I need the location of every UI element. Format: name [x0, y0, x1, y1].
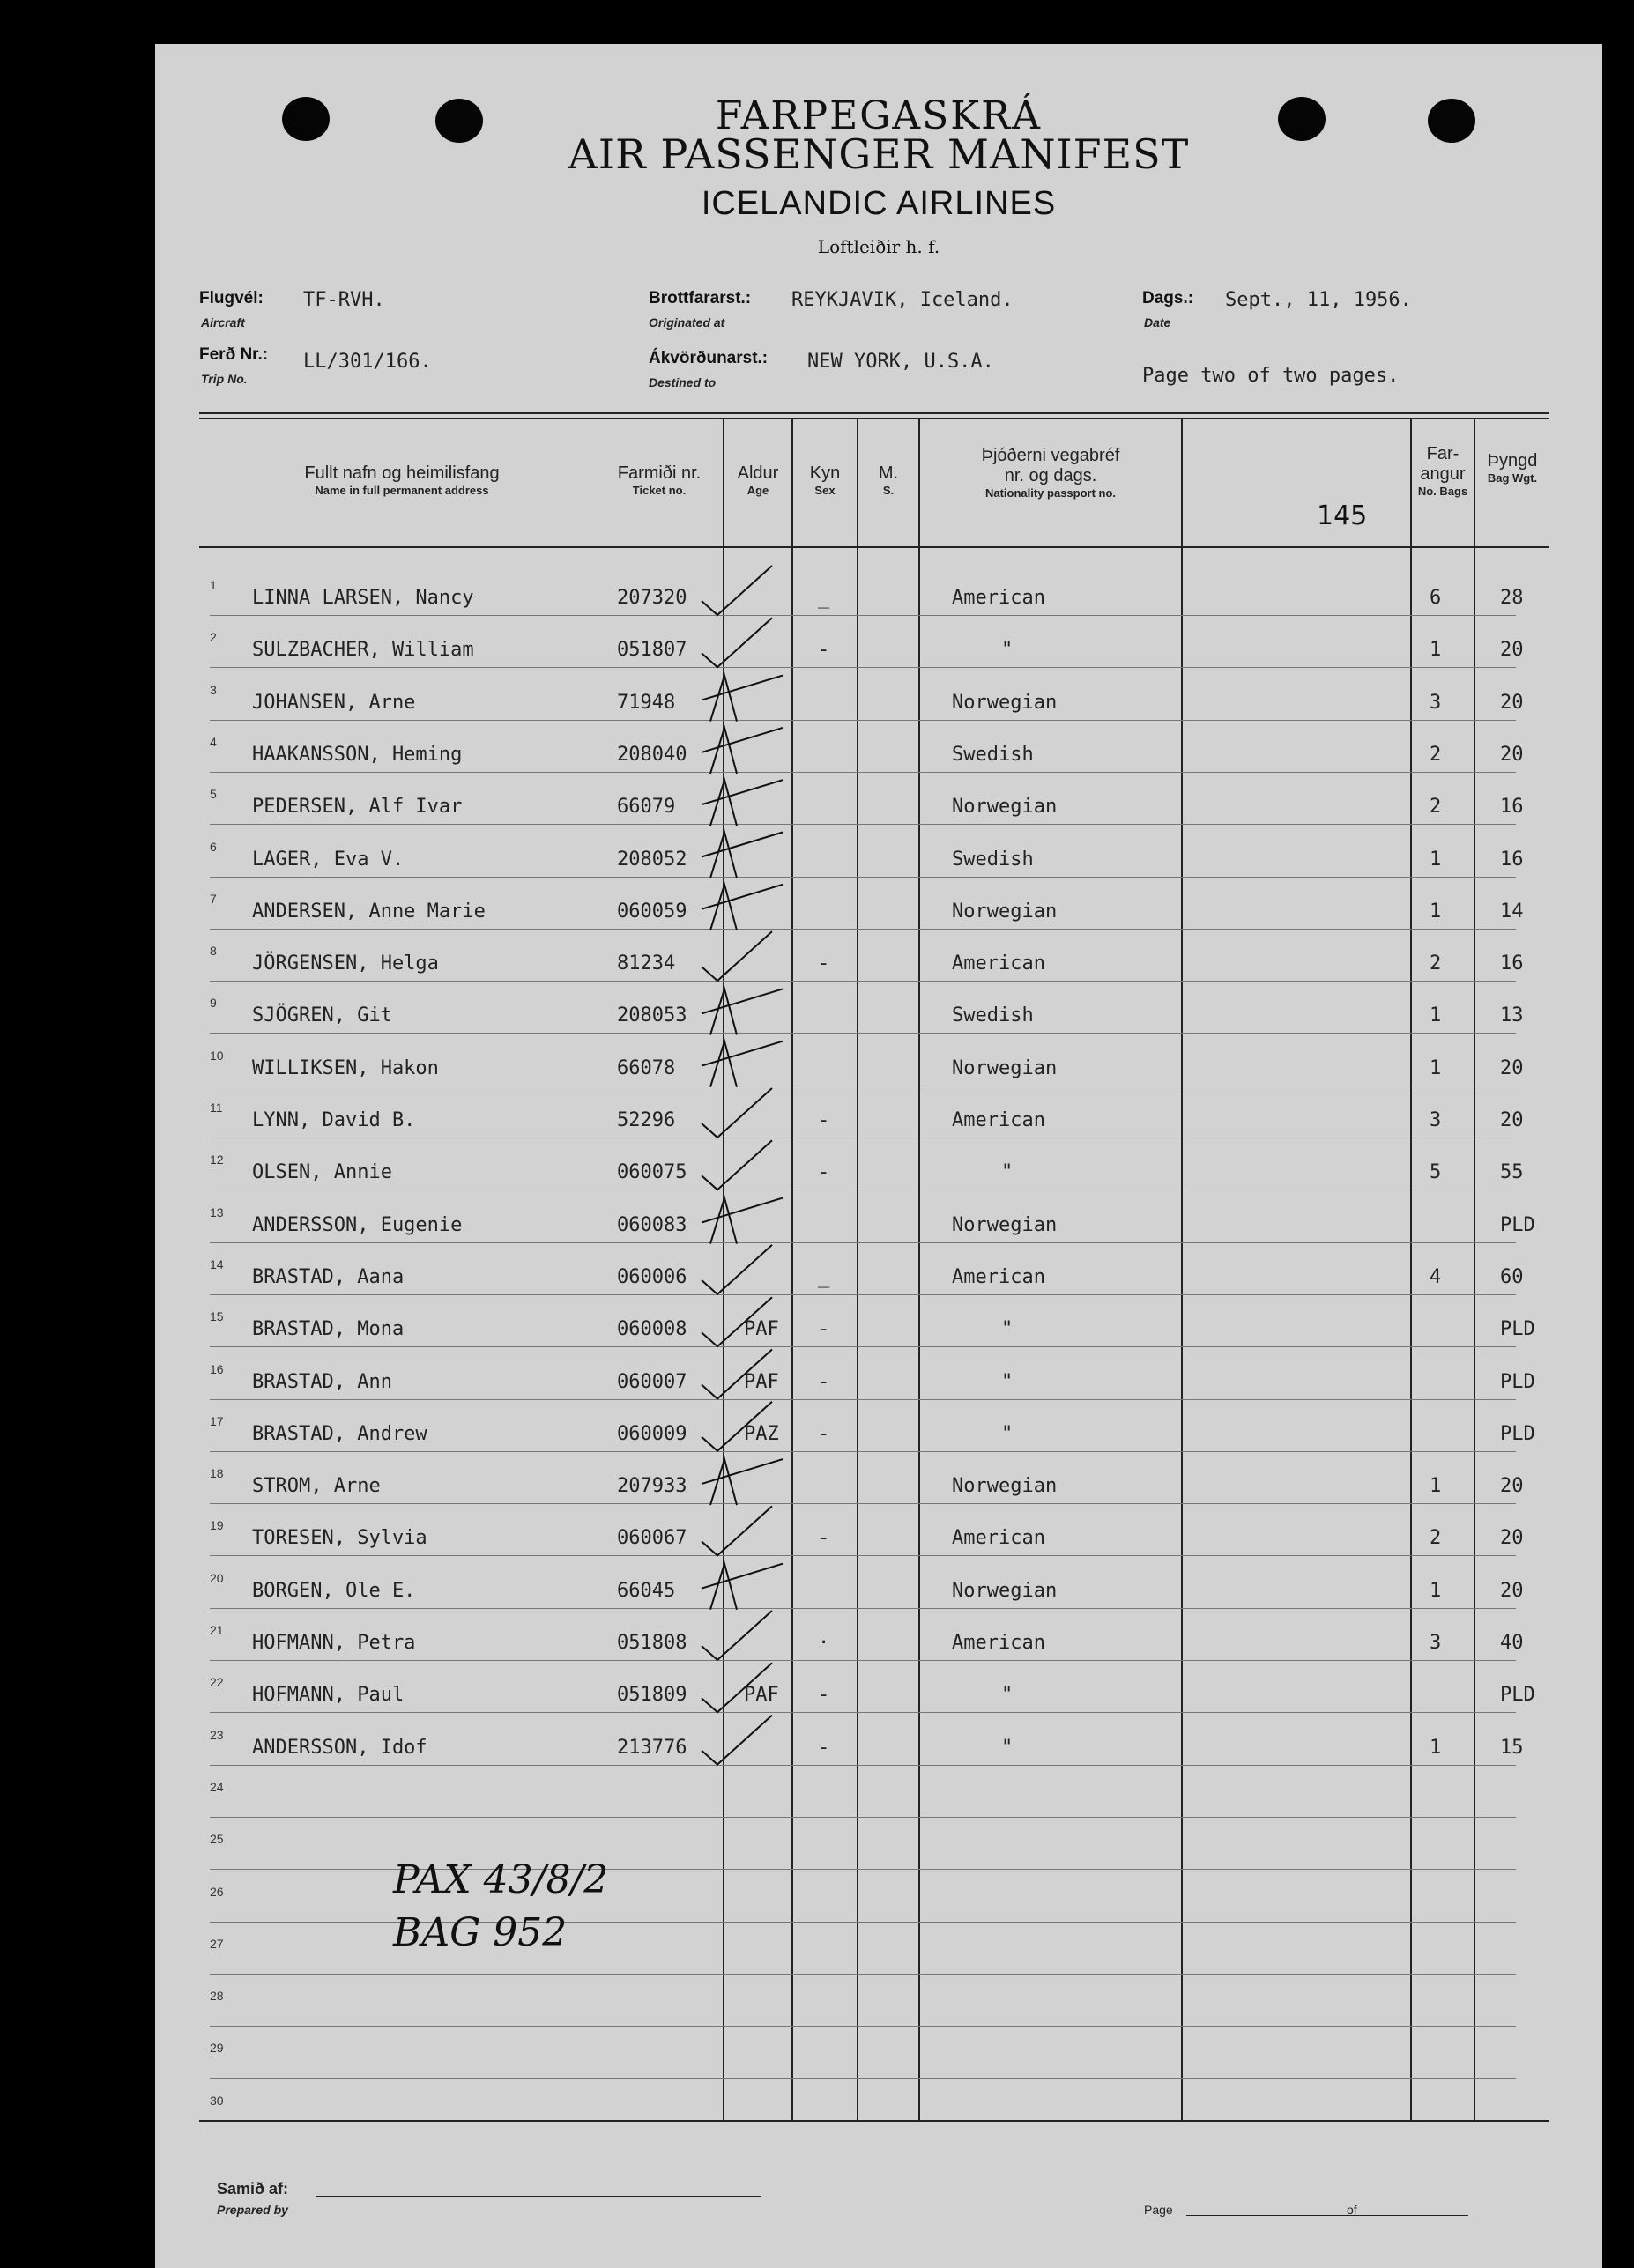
row-nationality: American: [952, 1527, 1045, 1550]
row-bags: 1: [1430, 639, 1442, 662]
row-nationality: Norwegian: [952, 1475, 1058, 1498]
trip-value: LL/301/166.: [303, 351, 432, 373]
row-bags: 2: [1430, 796, 1442, 819]
row-number: 12: [210, 1153, 224, 1167]
row-age: PAZ: [744, 1422, 779, 1445]
row-name: BRASTAD, Ann: [252, 1370, 392, 1393]
row-number: 16: [210, 1361, 224, 1376]
row-number: 26: [210, 1884, 224, 1899]
col-sex-label: Kyn: [809, 463, 841, 483]
row-number: 8: [210, 944, 217, 959]
row-sex: -: [818, 1527, 830, 1550]
row-number: 3: [210, 682, 217, 697]
row-ticket: 060059: [617, 900, 687, 923]
row-number: 10: [210, 1048, 224, 1063]
row-ticket: 213776: [617, 1736, 687, 1759]
row-weight: 20: [1500, 639, 1524, 662]
destination-label: Ákvörðunarst.:: [649, 349, 769, 367]
row-nationality: American: [952, 1265, 1045, 1288]
a-mark: [702, 780, 783, 826]
date-label: Dags.:: [1142, 289, 1194, 308]
col-nationality-label: Þjóðerni vegabréf: [981, 446, 1120, 465]
row-weight: 15: [1500, 1736, 1524, 1759]
row-weight: PLD: [1500, 1422, 1535, 1445]
aircraft-sublabel: Aircraft: [201, 315, 245, 330]
row-ticket: 66078: [617, 1056, 676, 1079]
row-bags: 3: [1430, 1632, 1442, 1654]
row-number: 15: [210, 1309, 224, 1324]
col-name-label: Fullt nafn og heimilisfang: [304, 463, 500, 483]
row-name: SJÖGREN, Git: [252, 1004, 392, 1027]
row-ticket: 208052: [617, 848, 687, 871]
row-bags: 1: [1430, 1579, 1442, 1602]
row-number: 1: [210, 578, 217, 592]
row-number: 17: [210, 1413, 224, 1428]
row-number: 21: [210, 1623, 224, 1637]
row-sex: -: [818, 1684, 830, 1707]
page-note: Page two of two pages.: [1142, 365, 1400, 387]
row-nationality: ": [1001, 1370, 1014, 1393]
row-weight: 60: [1500, 1265, 1524, 1288]
row-nationality: ": [1001, 1161, 1014, 1184]
row-nationality: American: [952, 1109, 1045, 1131]
row-weight: 20: [1500, 1056, 1524, 1079]
destination-sublabel: Destined to: [649, 375, 717, 389]
a-mark: [702, 1564, 783, 1610]
row-ticket: 060009: [617, 1422, 687, 1445]
prepared-by-label: Samið af:: [217, 2180, 289, 2198]
row-weight: 28: [1500, 587, 1524, 609]
handwritten-check-marks: [155, 44, 1602, 2268]
row-name: BRASTAD, Aana: [252, 1265, 405, 1288]
a-mark: [702, 676, 783, 722]
aircraft-label: Flugvél:: [199, 289, 264, 308]
row-name: WILLIKSEN, Hakon: [252, 1056, 439, 1079]
row-age: PAF: [744, 1370, 779, 1393]
check-mark: [702, 1611, 772, 1660]
manifest-sheet: [155, 44, 1602, 2268]
row-name: JOHANSEN, Arne: [252, 691, 416, 714]
row-nationality: Norwegian: [952, 691, 1058, 714]
row-nationality: Swedish: [952, 848, 1034, 871]
page-label: Page: [1144, 2203, 1173, 2217]
check-mark: [702, 1506, 772, 1555]
row-weight: 13: [1500, 1004, 1524, 1027]
check-mark: [702, 566, 772, 615]
row-number: 22: [210, 1675, 224, 1690]
row-ticket: 060083: [617, 1213, 687, 1236]
signature-line: [316, 2196, 761, 2197]
col-age-sublabel: Age: [746, 484, 769, 497]
row-nationality: Norwegian: [952, 796, 1058, 819]
row-ticket: 060007: [617, 1370, 687, 1393]
row-bags: 1: [1430, 1004, 1442, 1027]
row-number: 30: [210, 2093, 224, 2108]
check-mark: [702, 1716, 772, 1765]
page-of-line: [1363, 2215, 1468, 2216]
col-bags-label: Far-: [1426, 444, 1459, 463]
handwritten-count: 145: [1317, 500, 1368, 531]
trip-label: Ferð Nr.:: [199, 345, 269, 364]
row-number: 29: [210, 2041, 224, 2056]
row-sex: -: [818, 1161, 830, 1184]
row-nationality: ": [1001, 1318, 1014, 1341]
row-name: HOFMANN, Petra: [252, 1632, 416, 1654]
row-weight: 20: [1500, 1475, 1524, 1498]
row-bags: 2: [1430, 743, 1442, 766]
row-name: LYNN, David B.: [252, 1109, 416, 1131]
row-sex: -: [818, 1422, 830, 1445]
row-name: ANDERSSON, Idof: [252, 1736, 427, 1759]
row-weight: PLD: [1500, 1318, 1535, 1341]
origin-label: Brottfararst.:: [649, 289, 752, 308]
row-number: 11: [210, 1101, 223, 1115]
row-sex: -: [818, 1370, 830, 1393]
row-sex: ·: [818, 1632, 830, 1654]
handwritten-bag-total: BAG 952: [393, 1910, 568, 1955]
row-number: 5: [210, 787, 217, 802]
row-name: BORGEN, Ole E.: [252, 1579, 416, 1602]
row-nationality: ": [1001, 1684, 1014, 1707]
row-bags: 1: [1430, 1475, 1442, 1498]
col-sex-sublabel: Sex: [814, 484, 836, 497]
row-weight: PLD: [1500, 1684, 1535, 1707]
row-nationality: Swedish: [952, 743, 1034, 766]
check-mark: [702, 931, 772, 981]
of-label: of: [1347, 2203, 1357, 2217]
row-nationality: Norwegian: [952, 1056, 1058, 1079]
row-sex: _: [818, 587, 830, 609]
row-ticket: 81234: [617, 952, 676, 975]
row-bags: 1: [1430, 1056, 1442, 1079]
row-number: 25: [210, 1832, 224, 1847]
aircraft-value: TF-RVH.: [303, 289, 385, 311]
row-nationality: Norwegian: [952, 1579, 1058, 1602]
row-name: SULZBACHER, William: [252, 639, 474, 662]
row-bags: 1: [1430, 1736, 1442, 1759]
row-nationality: Swedish: [952, 1004, 1034, 1027]
col-ticket-sublabel: Ticket no.: [632, 484, 687, 497]
handwritten-pax-total: PAX 43/8/2: [393, 1857, 609, 1902]
row-ticket: 060067: [617, 1527, 687, 1550]
row-nationality: American: [952, 587, 1045, 609]
check-mark: [702, 1402, 772, 1451]
check-mark: [702, 618, 772, 667]
row-name: BRASTAD, Andrew: [252, 1422, 427, 1445]
row-weight: 20: [1500, 1527, 1524, 1550]
row-bags: 2: [1430, 952, 1442, 975]
col-age-label: Aldur: [737, 463, 779, 483]
row-ticket: 060006: [617, 1265, 687, 1288]
row-bags: 5: [1430, 1161, 1442, 1184]
row-number: 9: [210, 996, 217, 1011]
check-mark: [702, 1350, 772, 1399]
row-ticket: 060075: [617, 1161, 687, 1184]
col-bags-label-2: angur: [1420, 464, 1466, 484]
row-ticket: 208040: [617, 743, 687, 766]
row-sex: -: [818, 639, 830, 662]
row-weight: 20: [1500, 743, 1524, 766]
row-ticket: 051808: [617, 1632, 687, 1654]
trip-sublabel: Trip No.: [201, 372, 248, 386]
row-nationality: ": [1001, 1736, 1014, 1759]
row-weight: 14: [1500, 900, 1524, 923]
row-age: PAF: [744, 1318, 779, 1341]
row-weight: 20: [1500, 1109, 1524, 1131]
row-name: HOFMANN, Paul: [252, 1684, 405, 1707]
row-ticket: 207320: [617, 587, 687, 609]
row-ticket: 66079: [617, 796, 676, 819]
company-name: Loftleiðir h. f.: [817, 236, 940, 257]
row-name: PEDERSEN, Alf Ivar: [252, 796, 463, 819]
row-number: 19: [210, 1518, 224, 1533]
row-number: 20: [210, 1570, 224, 1585]
row-number: 23: [210, 1727, 224, 1742]
col-bags-sublabel: No. Bags: [1417, 485, 1468, 498]
col-nationality-sublabel: Nationality passport no.: [984, 486, 1117, 500]
col-weight-label: Þyngd: [1487, 451, 1538, 471]
row-sex: -: [818, 952, 830, 975]
row-bags: 3: [1430, 1109, 1442, 1131]
row-name: ANDERSEN, Anne Marie: [252, 900, 486, 923]
row-name: STROM, Arne: [252, 1475, 381, 1498]
row-name: TORESEN, Sylvia: [252, 1527, 427, 1550]
check-mark: [702, 1245, 772, 1294]
row-name: OLSEN, Annie: [252, 1161, 392, 1184]
row-number: 7: [210, 891, 217, 906]
row-name: HAAKANSSON, Heming: [252, 743, 463, 766]
row-sex: -: [818, 1318, 830, 1341]
destination-value: NEW YORK, U.S.A.: [807, 351, 994, 373]
a-mark: [702, 833, 783, 878]
row-nationality: ": [1001, 639, 1014, 662]
col-ticket-label: Farmiði nr.: [617, 463, 702, 483]
row-weight: 40: [1500, 1632, 1524, 1654]
title-english: AIR PASSENGER MANIFEST: [568, 130, 1190, 178]
row-age: PAF: [744, 1684, 779, 1707]
date-sublabel: Date: [1144, 315, 1171, 330]
row-weight: 20: [1500, 1579, 1524, 1602]
origin-value: REYKJAVIK, Iceland.: [791, 289, 1014, 311]
row-ticket: 66045: [617, 1579, 676, 1602]
row-name: LINNA LARSEN, Nancy: [252, 587, 474, 609]
row-number: 4: [210, 734, 217, 749]
row-number: 13: [210, 1204, 224, 1219]
check-mark: [702, 1297, 772, 1346]
row-name: BRASTAD, Mona: [252, 1318, 405, 1341]
row-weight: 16: [1500, 952, 1524, 975]
col-name-sublabel: Name in full permanent address: [315, 484, 489, 497]
row-name: ANDERSSON, Eugenie: [252, 1213, 463, 1236]
row-sex: _: [818, 1265, 830, 1288]
row-bags: 2: [1430, 1527, 1442, 1550]
row-number: 2: [210, 630, 217, 645]
prepared-by-sublabel: Prepared by: [217, 2203, 288, 2217]
check-mark: [702, 1140, 772, 1190]
row-number: 28: [210, 1989, 224, 2004]
row-name: LAGER, Eva V.: [252, 848, 405, 871]
row-bags: 1: [1430, 900, 1442, 923]
row-nationality: American: [952, 952, 1045, 975]
a-mark: [702, 989, 783, 1034]
airline-name: ICELANDIC AIRLINES: [701, 185, 1057, 222]
col-weight-sublabel: Bag Wgt.: [1487, 471, 1538, 485]
row-ticket: 051807: [617, 639, 687, 662]
origin-sublabel: Originated at: [649, 315, 725, 330]
row-number: 24: [210, 1779, 224, 1794]
row-weight: 20: [1500, 691, 1524, 714]
row-number: 6: [210, 839, 217, 854]
page-line: [1186, 2215, 1363, 2216]
date-value: Sept., 11, 1956.: [1225, 289, 1412, 311]
row-ticket: 051809: [617, 1684, 687, 1707]
row-weight: 55: [1500, 1161, 1524, 1184]
col-ms-label: M.: [878, 463, 899, 483]
row-nationality: Norwegian: [952, 1213, 1058, 1236]
row-number: 18: [210, 1466, 224, 1481]
row-bags: 4: [1430, 1265, 1442, 1288]
row-nationality: ": [1001, 1422, 1014, 1445]
row-nationality: Norwegian: [952, 900, 1058, 923]
row-ticket: 52296: [617, 1109, 676, 1131]
row-ticket: 060008: [617, 1318, 687, 1341]
row-weight: PLD: [1500, 1370, 1535, 1393]
title-icelandic: FARPEGASKRÁ: [715, 93, 1043, 138]
row-weight: PLD: [1500, 1213, 1535, 1236]
row-number: 14: [210, 1256, 224, 1271]
row-number: 27: [210, 1936, 224, 1951]
row-ticket: 207933: [617, 1475, 687, 1498]
row-name: JÖRGENSEN, Helga: [252, 952, 439, 975]
row-nationality: American: [952, 1632, 1045, 1654]
row-sex: -: [818, 1109, 830, 1131]
col-ms-sublabel: S.: [882, 484, 895, 497]
row-ticket: 208053: [617, 1004, 687, 1027]
a-mark: [702, 728, 783, 774]
row-weight: 16: [1500, 796, 1524, 819]
a-mark: [702, 1198, 783, 1244]
row-bags: 1: [1430, 848, 1442, 871]
row-bags: 3: [1430, 691, 1442, 714]
row-weight: 16: [1500, 848, 1524, 871]
row-sex: -: [818, 1736, 830, 1759]
col-nationality-label-2: nr. og dags.: [1004, 466, 1097, 485]
a-mark: [702, 1041, 783, 1087]
a-mark: [702, 1459, 783, 1505]
check-mark: [702, 1088, 772, 1138]
row-ticket: 71948: [617, 691, 676, 714]
row-bags: 6: [1430, 587, 1442, 609]
check-mark: [702, 1663, 772, 1712]
a-mark: [702, 885, 783, 930]
